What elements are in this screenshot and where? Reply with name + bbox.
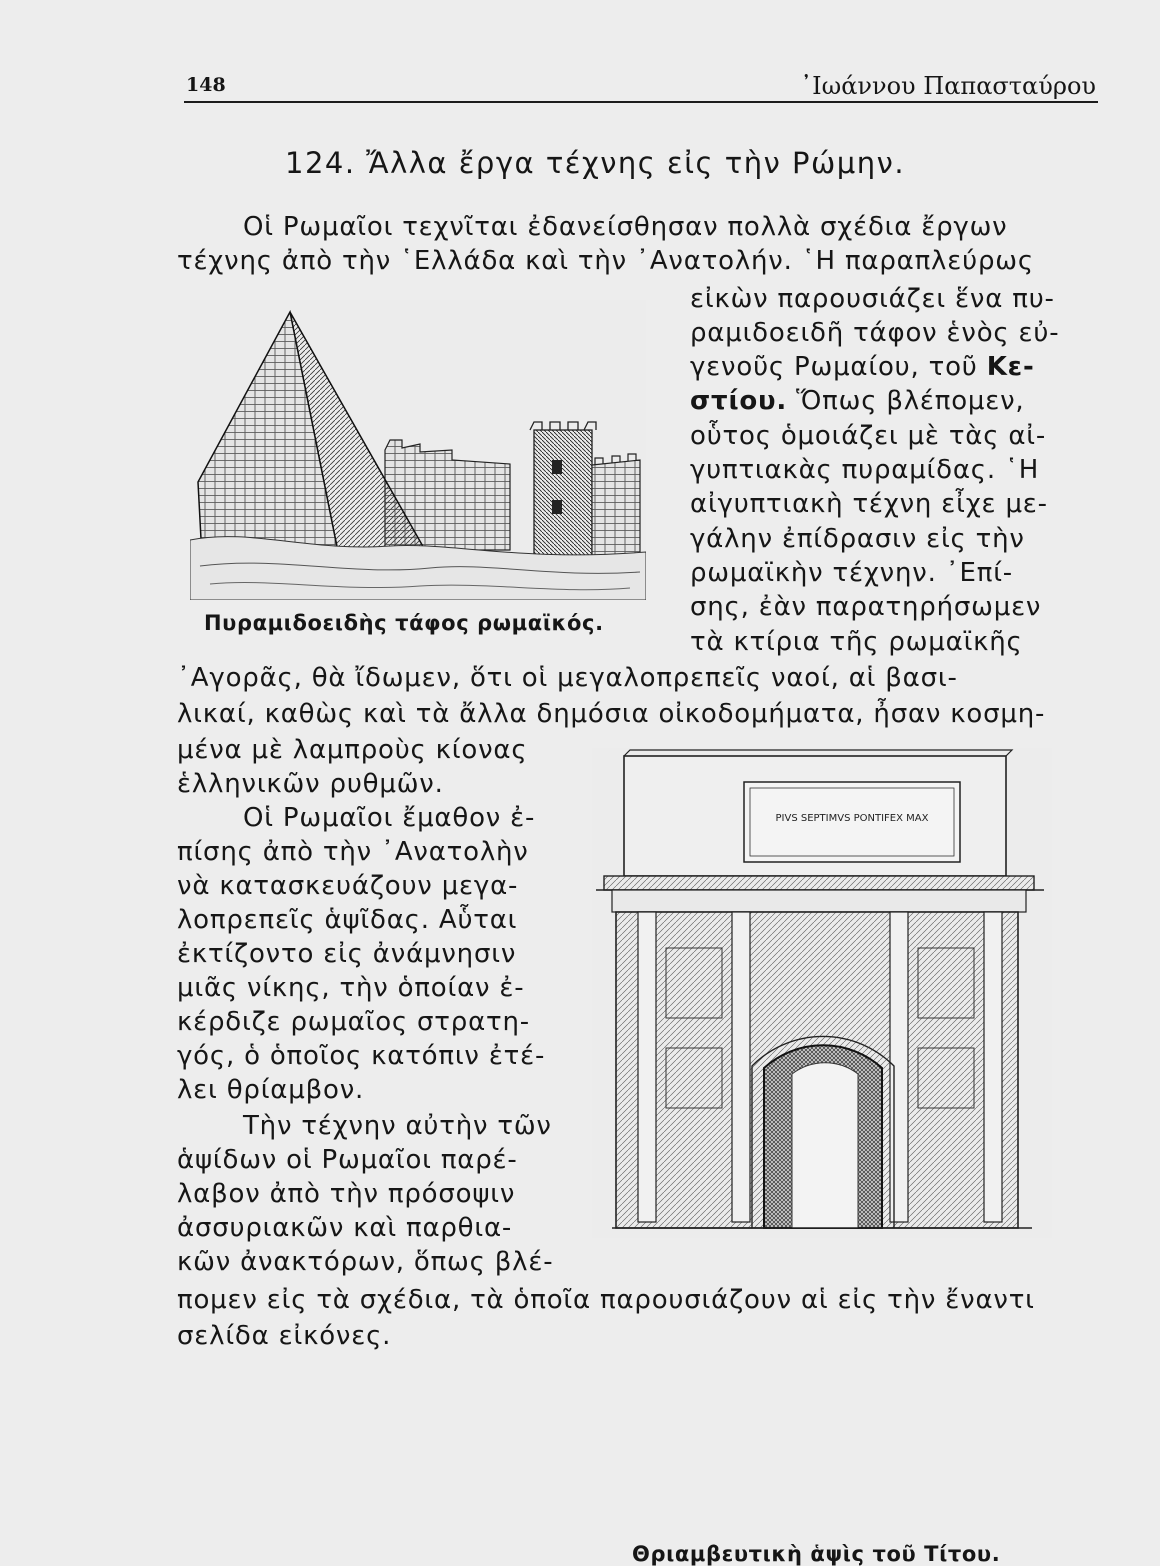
header-rule [184,101,1098,103]
text-line: πομεν εἰς τὰ σχέδια, τὰ ὁποῖα παρουσιάζουν αἱ εἰς τὴν ἔναντι [177,1285,1035,1315]
text-line [690,352,1035,382]
pyramid-engraving [190,300,646,600]
text-line: Οἱ Ρωμαῖοι ἔμαθον ἐ- [243,803,536,833]
text-line: εἰκὼν παρουσιάζει ἕνα πυ- [690,284,1055,314]
text-line: κέρδιζε ρωμαῖος στρατη- [177,1007,530,1037]
arch-engraving [592,748,1052,1238]
name-kestios: Κε- [986,352,1035,382]
text-line: ἁψίδων οἱ Ρωμαῖοι παρέ- [177,1145,518,1175]
section-title: 124. Ἄλλα ἔργα τέχνης εἰς τὴν Ρώμην. [285,146,906,180]
name-kestios-cont: στίου. [690,386,788,416]
text-line: Τὴν τέχνην αὐτὴν τῶν [243,1111,552,1141]
text-line: Οἱ Ρωμαῖοι τεχνῖται ἐδανείσθησαν πολλὰ σχέδια ἔργων [243,212,1008,242]
text-line: πίσης ἀπὸ τὴν ᾿Ανατολὴν [177,837,529,867]
pyramid-caption: Πυραμιδοειδὴς τάφος ρωμαϊκός. [204,611,604,635]
text-line: ᾿Αγορᾶς, θὰ ἴδωμεν, ὅτι οἱ μεγαλοπρεπεῖς ναοί, αἱ βασι- [177,663,958,693]
text-fragment: Ὅπως βλέπομεν, [787,386,1025,416]
text-line: κῶν ἀνακτόρων, ὅπως βλέ- [177,1247,554,1277]
text-line [690,386,1025,416]
text-line: λοπρεπεῖς ἁψῖδας. Αὗται [177,905,518,935]
text-line: ἐκτίζοντο εἰς ἀνάμνησιν [177,939,517,969]
arch-caption: Θριαμβευτικὴ ἁψὶς τοῦ Τίτου. [632,1542,1001,1566]
text-line: λει θρίαμβον. [177,1075,365,1105]
text-line: ἑλληνικῶν ρυθμῶν. [177,769,444,799]
text-line: αἰγυπτιακὴ τέχνη εἶχε με- [690,489,1048,519]
text-line: μιᾶς νίκης, τὴν ὁποίαν ἐ- [177,973,525,1003]
text-line: σελίδα εἰκόνες. [177,1321,392,1351]
pyramid-figure [190,300,646,635]
text-line: ραμιδοειδῆ τάφον ἑνὸς εὐ- [690,318,1060,348]
text-line: τέχνης ἀπὸ τὴν ῾Ελλάδα καὶ τὴν ᾿Ανατολήν. ῾Η παραπλεύρως [177,246,1034,276]
text-line: νὰ κατασκευάζουν μεγα- [177,871,519,901]
text-line: ἀσσυριακῶν καὶ παρθια- [177,1213,513,1243]
text-line: γός, ὁ ὁποῖος κατόπιν ἐτέ- [177,1041,546,1071]
text-line: γυπτιακὰς πυραμίδας. ῾Η [690,455,1040,485]
text-line: σης, ἐὰν παρατηρήσωμεν [690,592,1042,622]
arch-inscription: PIVS SEPTIMVS PONTIFEX MAX [775,813,929,824]
text-line: μένα μὲ λαμπροὺς κίονας [177,735,528,765]
text-line: λαβον ἀπὸ τὴν πρόσοψιν [177,1179,516,1209]
text-line: λικαί, καθὼς καὶ τὰ ἄλλα δημόσια οἰκοδομήματα, ἦσαν κοσμη- [177,699,1046,729]
page-number: 148 [186,74,226,96]
text-line: τὰ κτίρια τῆς ρωμαϊκῆς [690,627,1023,657]
text-line: ρωμαϊκὴν τέχνην. ᾿Επί- [690,558,1013,588]
text-fragment: γενοῦς Ρωμαίου, τοῦ [690,352,987,382]
text-line: γάλην ἐπίδρασιν εἰς τὴν [690,524,1025,554]
running-head: ᾿Ιωάννου Παπασταύρου [800,72,1096,100]
text-line: οὗτος ὁμοιάζει μὲ τὰς αἰ- [690,421,1047,451]
